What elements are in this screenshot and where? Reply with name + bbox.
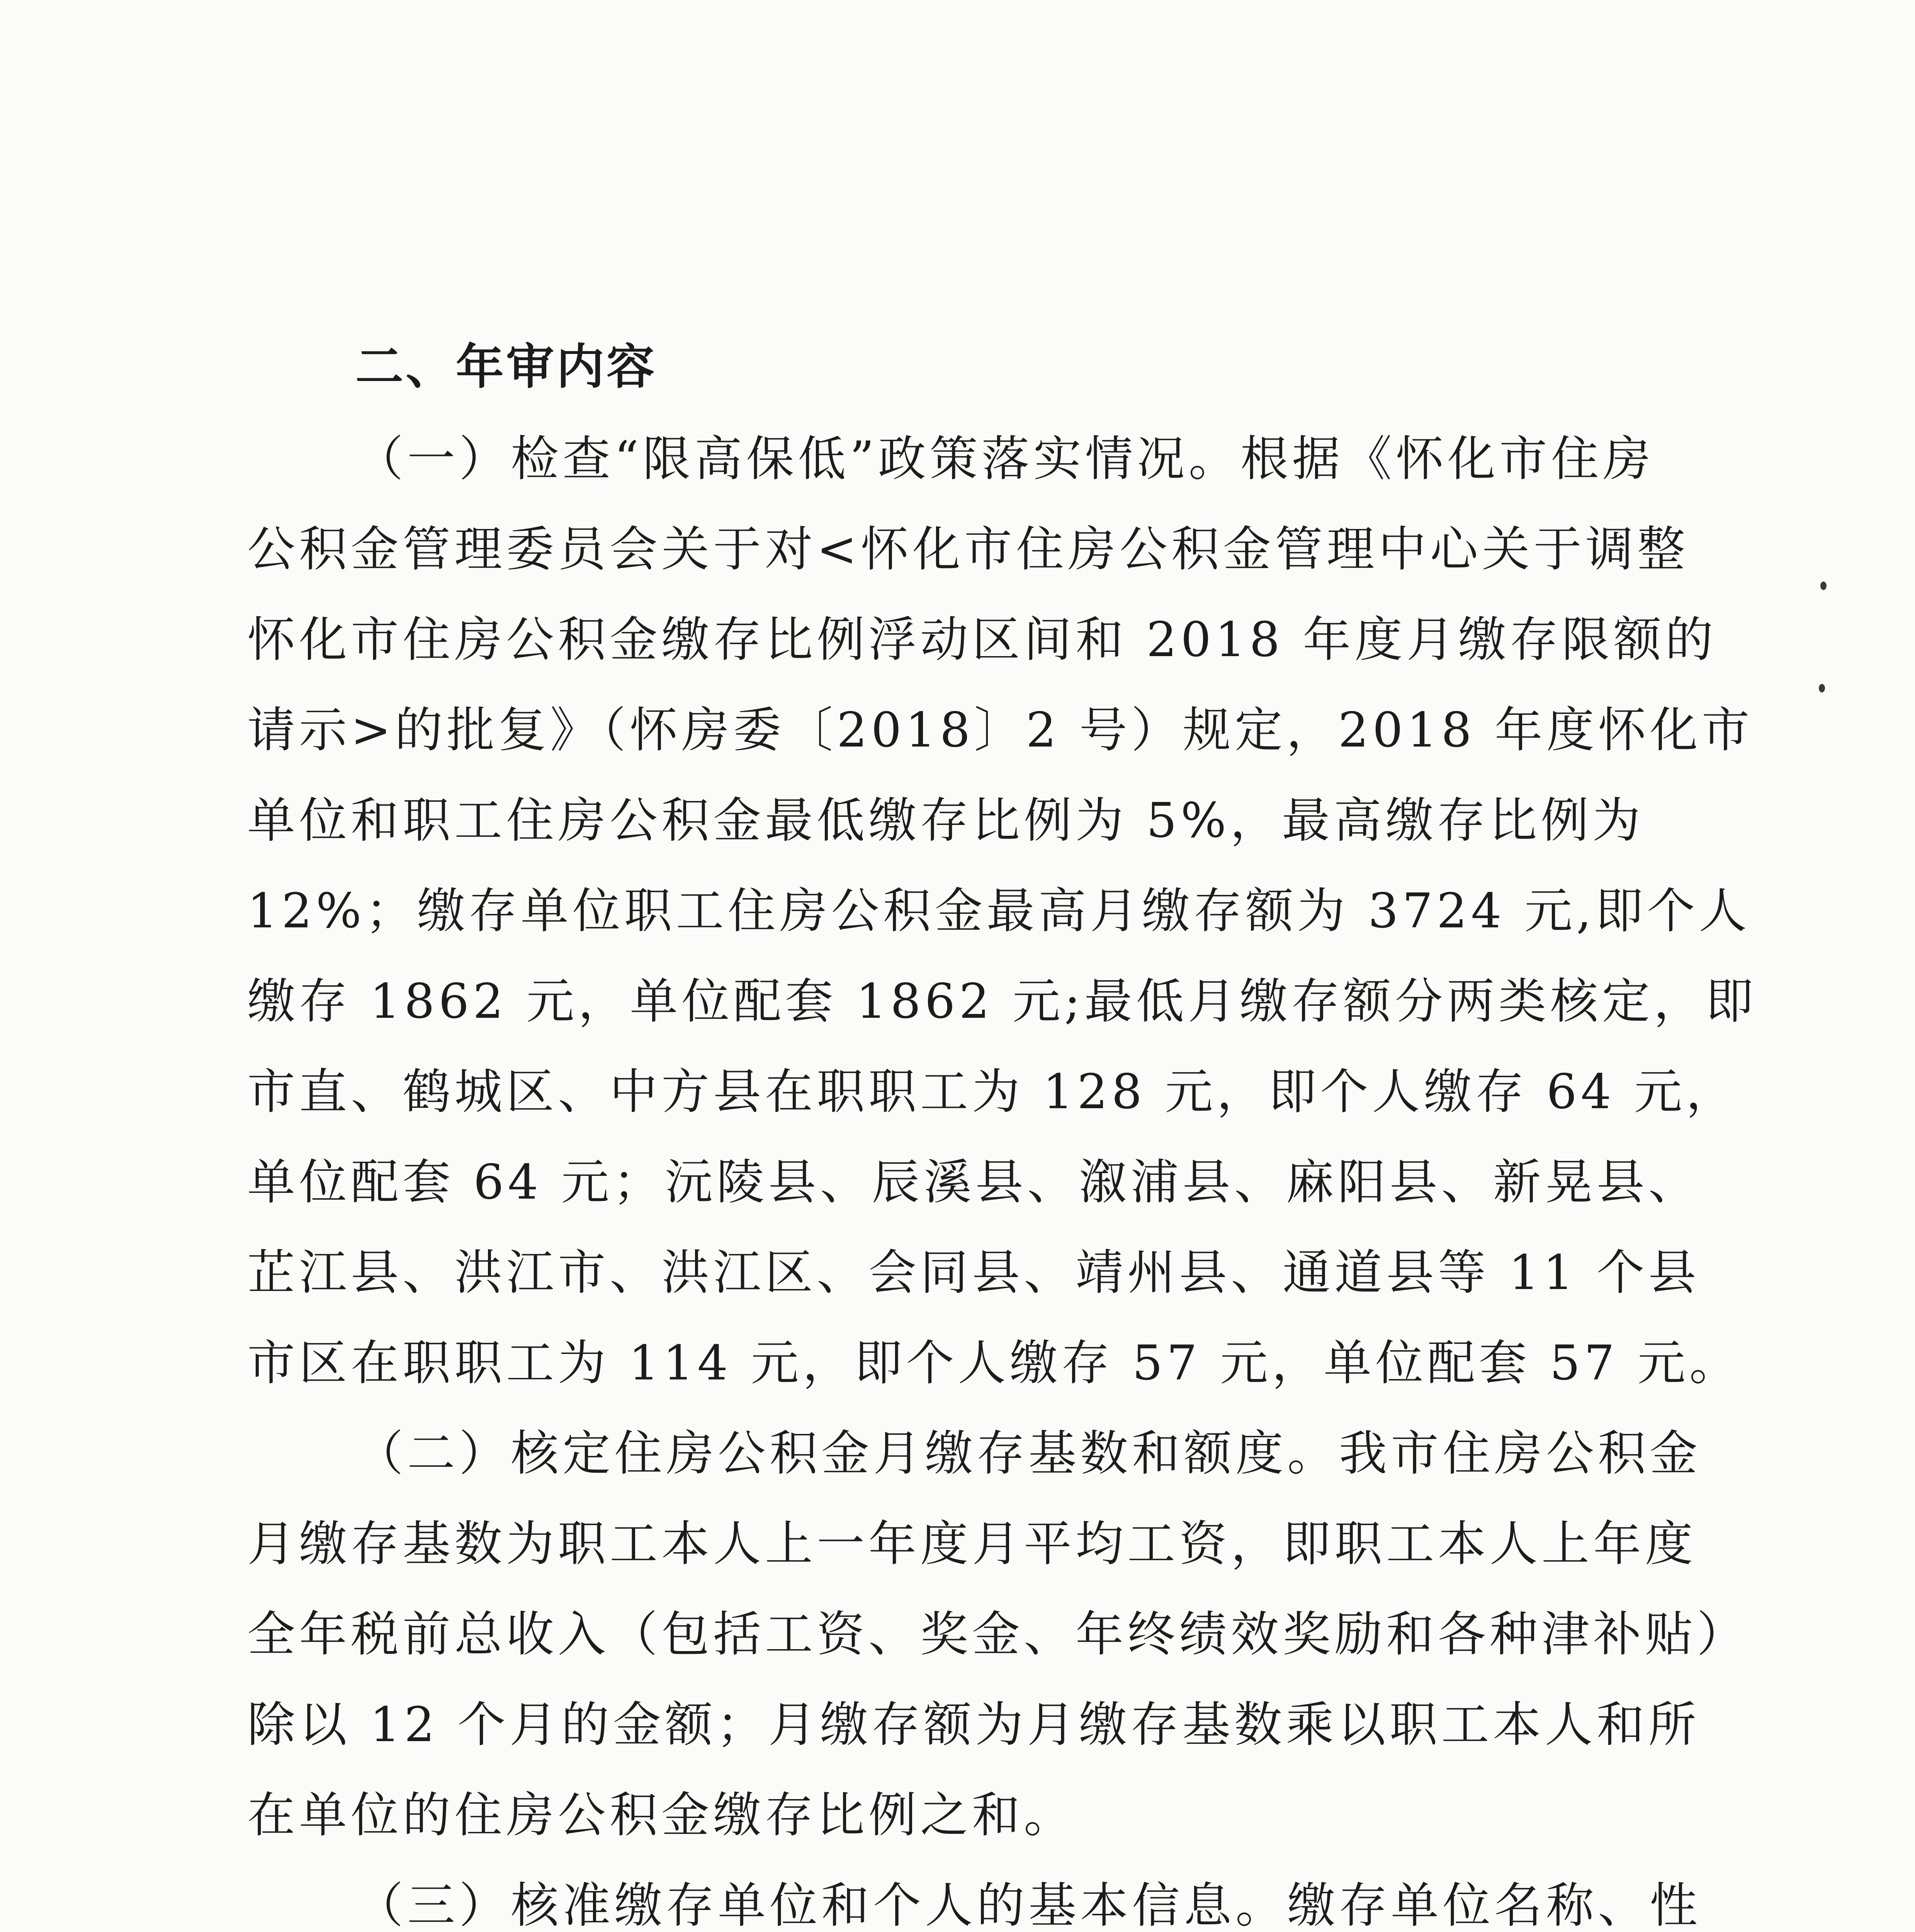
text-line: 怀化市住房公积金缴存比例浮动区间和 2018 年度月缴存限额的 bbox=[247, 612, 1717, 668]
text-line: 全年税前总收入（包括工资、奖金、年终绩效奖励和各种津补贴） bbox=[247, 1607, 1749, 1662]
section-heading: 二、年审内容 bbox=[355, 339, 657, 395]
text-line: 除以 12 个月的金额；月缴存额为月缴存基数乘以职工本人和所 bbox=[247, 1697, 1700, 1753]
scan-speck bbox=[1820, 582, 1827, 590]
text-line: 单位配套 64 元；沅陵县、辰溪县、溆浦县、麻阳县、新晃县、 bbox=[247, 1155, 1700, 1210]
text-line: 市区在职职工为 114 元，即个人缴存 57 元，单位配套 57 元。 bbox=[247, 1335, 1741, 1391]
text-line: 芷江县、洪江市、洪江区、会同县、靖州县、通道县等 11 个县 bbox=[247, 1245, 1700, 1301]
text-line: 市直、鹤城区、中方县在职职工为 128 元，即个人缴存 64 元， bbox=[247, 1064, 1738, 1120]
scan-speck bbox=[1819, 684, 1825, 692]
text-line: 缴存 1862 元，单位配套 1862 元;最低月缴存额分两类核定，即 bbox=[247, 974, 1757, 1029]
text-line: （三）核准缴存单位和个人的基本信息。缴存单位名称、性 bbox=[355, 1878, 1702, 1932]
text-line: 单位和职工住房公积金最低缴存比例为 5%，最高缴存比例为 bbox=[247, 793, 1645, 849]
text-line: （一）检查“限高保低”政策落实情况。根据《怀化市住房 bbox=[355, 431, 1655, 487]
text-line: 12%；缴存单位职工住房公积金最高月缴存额为 3724 元,即个人 bbox=[247, 883, 1751, 939]
text-line: 公积金管理委员会关于对<怀化市住房公积金管理中心关于调整 bbox=[247, 522, 1689, 577]
text-line: （二）核定住房公积金月缴存基数和额度。我市住房公积金 bbox=[355, 1426, 1702, 1481]
text-line: 在单位的住房公积金缴存比例之和。 bbox=[247, 1787, 1076, 1843]
text-line: 月缴存基数为职工本人上一年度月平均工资，即职工本人上年度 bbox=[247, 1516, 1697, 1572]
text-line: 请示>的批复》（怀房委〔2018〕2 号）规定，2018 年度怀化市 bbox=[247, 702, 1754, 758]
